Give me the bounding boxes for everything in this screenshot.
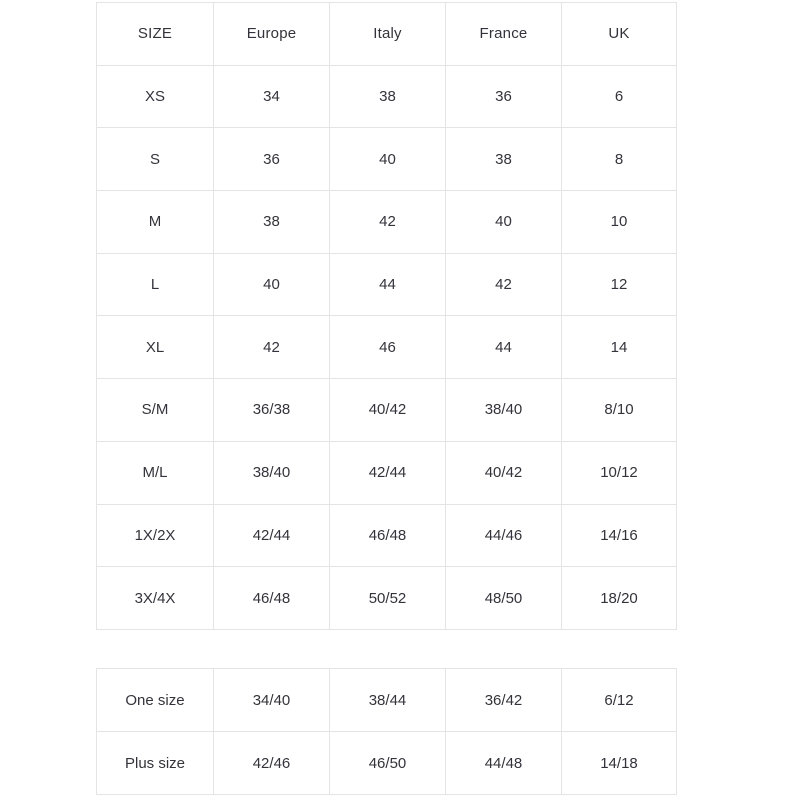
table-cell: 6 (562, 65, 677, 128)
table-row (97, 504, 677, 567)
row-label: 3X/4X (97, 567, 214, 630)
table-row (97, 65, 677, 128)
table-cell: 42 (446, 253, 562, 316)
table-cell: 34 (214, 65, 330, 128)
table-cell: 38 (446, 128, 562, 191)
table-cell: 34/40 (214, 669, 330, 732)
table-cell: 14/18 (562, 732, 677, 795)
table-row (97, 669, 677, 732)
table-cell: 44 (446, 316, 562, 379)
row-label-one-size: One size (97, 669, 214, 732)
table-row (97, 253, 677, 316)
table-cell: 6/12 (562, 669, 677, 732)
table-cell: 38/40 (214, 441, 330, 504)
row-label: L (97, 253, 214, 316)
table-cell: 36/42 (446, 669, 562, 732)
row-label-plus-size: Plus size (97, 732, 214, 795)
table-row (97, 441, 677, 504)
table-cell: 44 (330, 253, 446, 316)
table-cell: 14 (562, 316, 677, 379)
row-label: S (97, 128, 214, 191)
table-cell: 38/44 (330, 669, 446, 732)
column-header-france: France (446, 3, 562, 66)
table-cell: 18/20 (562, 567, 677, 630)
row-label: S/M (97, 379, 214, 442)
main-size-table-wrapper (96, 2, 676, 630)
column-header-size: SIZE (97, 3, 214, 66)
secondary-size-table-wrapper (96, 668, 676, 795)
row-label: XS (97, 65, 214, 128)
table-cell: 48/50 (446, 567, 562, 630)
table-cell: 36 (446, 65, 562, 128)
table-row (97, 128, 677, 191)
table-cell: 40/42 (446, 441, 562, 504)
table-cell: 8 (562, 128, 677, 191)
table-row (97, 732, 677, 795)
table-cell: 8/10 (562, 379, 677, 442)
table-cell: 14/16 (562, 504, 677, 567)
table-cell: 38 (330, 65, 446, 128)
table-row (97, 316, 677, 379)
table-cell: 46/50 (330, 732, 446, 795)
table-cell: 40 (330, 128, 446, 191)
table-cell: 40 (446, 191, 562, 254)
table-cell: 50/52 (330, 567, 446, 630)
table-cell: 40/42 (330, 379, 446, 442)
table-row (97, 567, 677, 630)
table-row (97, 379, 677, 442)
table-cell: 10/12 (562, 441, 677, 504)
table-row (97, 191, 677, 254)
row-label: XL (97, 316, 214, 379)
table-cell: 36/38 (214, 379, 330, 442)
row-label: M (97, 191, 214, 254)
table-header-row (97, 3, 677, 66)
table-cell: 36 (214, 128, 330, 191)
table-cell: 46/48 (330, 504, 446, 567)
table-cell: 46/48 (214, 567, 330, 630)
table-cell: 42 (330, 191, 446, 254)
table-cell: 42/44 (214, 504, 330, 567)
row-label: M/L (97, 441, 214, 504)
table-cell: 10 (562, 191, 677, 254)
column-header-europe: Europe (214, 3, 330, 66)
table-cell: 44/46 (446, 504, 562, 567)
table-cell: 38/40 (446, 379, 562, 442)
table-cell: 40 (214, 253, 330, 316)
table-cell: 42/44 (330, 441, 446, 504)
table-cell: 38 (214, 191, 330, 254)
table-cell: 42 (214, 316, 330, 379)
secondary-size-table (96, 668, 677, 795)
row-label: 1X/2X (97, 504, 214, 567)
table-cell: 42/46 (214, 732, 330, 795)
main-size-table (96, 2, 677, 630)
table-cell: 44/48 (446, 732, 562, 795)
table-cell: 46 (330, 316, 446, 379)
column-header-uk: UK (562, 3, 677, 66)
table-cell: 12 (562, 253, 677, 316)
column-header-italy: Italy (330, 3, 446, 66)
